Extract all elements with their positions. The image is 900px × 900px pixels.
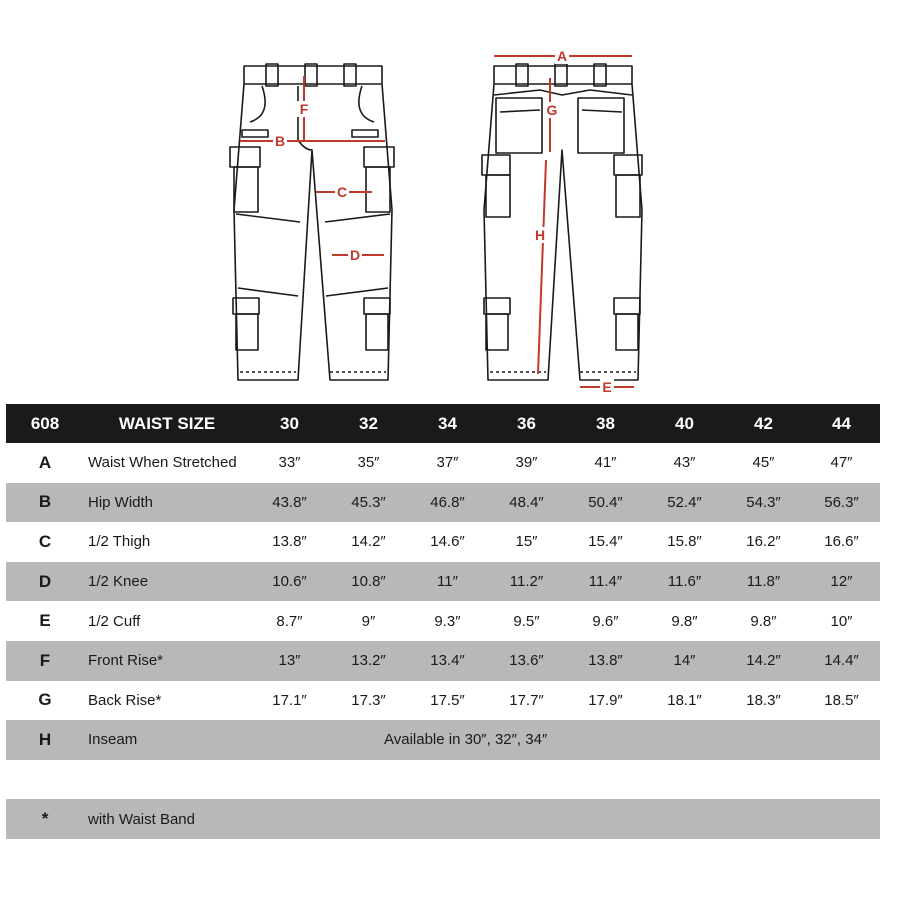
measurement-value: 9.5″ [513, 612, 540, 630]
front-view-illustration [230, 64, 394, 380]
waist-size-header: WAIST SIZE [118, 413, 216, 433]
size-header: 34 [438, 413, 457, 433]
measurement-value: 50.4″ [566, 483, 645, 523]
measurement-value: 56.3″ [803, 483, 880, 523]
inseam-availability: Available in 30″, 32″, 34″ [250, 720, 880, 760]
measurement-value: 16.6″ [824, 533, 859, 551]
table-row [6, 522, 880, 562]
label-b: B [274, 133, 286, 149]
measurement-code: D [6, 562, 84, 602]
label-g: G [546, 102, 558, 118]
measurement-label: Back Rise* [88, 691, 162, 709]
measurement-value: 17.3″ [351, 691, 386, 709]
measurement-value: 45″ [752, 454, 775, 472]
footnote-row [6, 799, 880, 839]
measurement-value: 13.2″ [329, 641, 408, 681]
measurement-value: 33″ [278, 454, 301, 472]
table-row [6, 601, 880, 641]
size-header: 38 [596, 413, 615, 433]
size-header: 42 [754, 413, 773, 433]
measurement-value: 16.2″ [746, 533, 781, 551]
measurement-value: 11″ [408, 562, 487, 602]
table-row [6, 562, 880, 602]
table-row [6, 483, 880, 523]
measurement-value: 11.4″ [566, 562, 645, 602]
size-header: 40 [675, 413, 694, 433]
measurement-value: 17.1″ [272, 691, 307, 709]
measurement-label: Hip Width [84, 483, 250, 523]
measurement-value: 13″ [250, 641, 329, 681]
measurement-value: 47″ [830, 454, 853, 472]
measurement-value: 15″ [515, 533, 538, 551]
measurement-value: 13.8″ [272, 533, 307, 551]
size-header: 30 [280, 413, 299, 433]
size-header: 44 [832, 413, 851, 433]
measurement-value: 11.8″ [724, 562, 803, 602]
measurement-value: 10″ [830, 612, 853, 630]
inseam-row [6, 720, 880, 760]
measurement-value: 15.8″ [667, 533, 702, 551]
measurement-code: B [6, 483, 84, 523]
measurement-value: 10.6″ [250, 562, 329, 602]
measurement-label: Waist When Stretched [88, 454, 237, 472]
measurement-value: 17.7″ [509, 691, 544, 709]
measurement-value: 35″ [357, 454, 380, 472]
measurement-value: 9.3″ [434, 612, 461, 630]
measurement-value: 18.5″ [824, 691, 859, 709]
label-c: C [336, 184, 348, 200]
measurement-code: F [6, 641, 84, 681]
size-header: 32 [359, 413, 378, 433]
measurement-value: 9″ [361, 612, 376, 630]
size-chart-table [6, 404, 880, 839]
measurement-label: 1/2 Knee [84, 562, 250, 602]
measurement-value: 37″ [436, 454, 459, 472]
measurement-value: 14.6″ [430, 533, 465, 551]
spacer-row [6, 760, 880, 800]
label-f: F [299, 101, 309, 117]
measurement-value: 15.4″ [588, 533, 623, 551]
measurement-value: 48.4″ [487, 483, 566, 523]
table-body [6, 443, 880, 839]
pants-measurement-diagram [0, 0, 900, 395]
measurement-value: 9.8″ [750, 612, 777, 630]
measurement-value: 54.3″ [724, 483, 803, 523]
measurement-code: H [6, 720, 84, 760]
measurement-value: 12″ [803, 562, 880, 602]
measurement-value: 14″ [645, 641, 724, 681]
table-row [6, 681, 880, 721]
size-header: 36 [517, 413, 536, 433]
label-e: E [602, 379, 612, 395]
model-number: 608 [30, 413, 60, 433]
measurement-value: 11.2″ [487, 562, 566, 602]
measurement-value: 14.2″ [351, 533, 386, 551]
measurement-value: 17.9″ [588, 691, 623, 709]
table-row [6, 443, 880, 483]
measurement-code: C [38, 531, 52, 551]
measurement-code: E [39, 611, 51, 631]
measurement-label: Front Rise* [84, 641, 250, 681]
footnote-text: with Waist Band [84, 799, 880, 839]
measurement-value: 18.1″ [667, 691, 702, 709]
measurement-label: 1/2 Thigh [88, 533, 151, 551]
measurement-label: 1/2 Cuff [88, 612, 141, 630]
table-header-row [6, 404, 880, 443]
measurement-value: 9.8″ [671, 612, 698, 630]
back-view-illustration [482, 64, 642, 380]
label-a: A [556, 48, 568, 64]
measurement-value: 11.6″ [645, 562, 724, 602]
measurement-value: 43″ [673, 454, 696, 472]
measurement-value: 14.4″ [803, 641, 880, 681]
measurement-value: 43.8″ [250, 483, 329, 523]
label-d: D [349, 247, 361, 263]
measurement-value: 9.6″ [592, 612, 619, 630]
measurement-code: A [38, 452, 52, 472]
measurement-value: 14.2″ [724, 641, 803, 681]
footnote-symbol: * [6, 799, 84, 839]
measurement-code: G [38, 690, 52, 710]
measurement-value: 10.8″ [329, 562, 408, 602]
measurement-value: 39″ [515, 454, 538, 472]
measurement-value: 52.4″ [645, 483, 724, 523]
measurement-value: 46.8″ [408, 483, 487, 523]
measurement-label: Inseam [84, 720, 250, 760]
measurement-value: 13.4″ [408, 641, 487, 681]
pants-diagram-svg [0, 0, 900, 395]
measurement-value: 18.3″ [746, 691, 781, 709]
label-h: H [534, 227, 546, 243]
measurement-value: 8.7″ [276, 612, 303, 630]
measurement-value: 45.3″ [329, 483, 408, 523]
measurement-value: 41″ [594, 454, 617, 472]
measurement-value: 17.5″ [430, 691, 465, 709]
table-row [6, 641, 880, 681]
measurement-value: 13.6″ [487, 641, 566, 681]
measurement-value: 13.8″ [566, 641, 645, 681]
